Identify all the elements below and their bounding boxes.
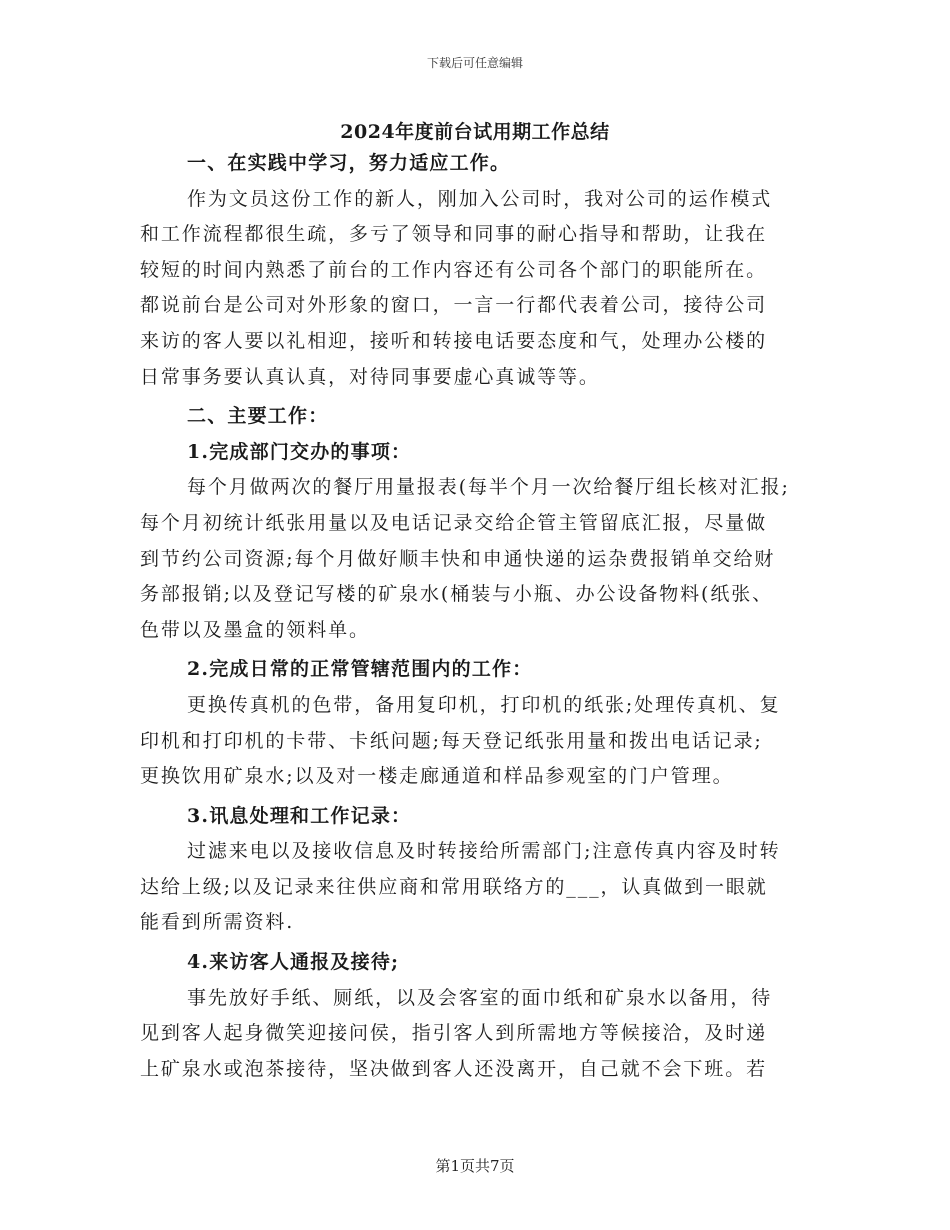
paragraph-line: 较短的时间内熟悉了前台的工作内容还有公司各个部门的职能所在。 (140, 258, 768, 281)
subsection-heading-3: 3.讯息处理和工作记录： (187, 804, 412, 827)
document-body (140, 146, 840, 1087)
header-note: 下载后可任意编辑 (426, 56, 523, 70)
paragraph-line: 和工作流程都很生疏，多亏了领导和同事的耐心指导和帮助，让我在 (140, 223, 768, 246)
paragraph-line: 印机和打印机的卡带、卡纸问题;每天登记纸张用量和拨出电话记录; (140, 729, 763, 752)
paragraph-line: 事先放好手纸、厕纸，以及会客室的面巾纸和矿泉水以备用，待 (187, 986, 773, 1009)
paragraph-line: 作为文员这份工作的新人，刚加入公司时，我对公司的运作模式 (187, 187, 773, 210)
subsection-heading-4: 4.来访客人通报及接待; (187, 951, 400, 974)
paragraph-line: 色带以及墨盒的领料单。 (140, 618, 370, 641)
paragraph-line: 每个月做两次的餐厅用量报表(每半个月一次给餐厅组长核对汇报; (187, 476, 790, 499)
paragraph-line: 见到客人起身微笑迎接问侯，指引客人到所需地方等候接洽，及时递 (140, 1022, 768, 1045)
section-heading-1: 一、在实践中学习，努力适应工作。 (187, 152, 511, 174)
paragraph-line: 来访的客人要以礼相迎，接听和转接电话要态度和气，处理办公楼的 (140, 329, 768, 352)
paragraph-line: 过滤来电以及接收信息及时转接给所需部门;注意传真内容及时转 (187, 840, 781, 863)
paragraph-line: 务部报销;以及登记写楼的矿泉水(桶装与小瓶、办公设备物料(纸张、 (140, 583, 774, 606)
paragraph-line: 达给上级;以及记录来往供应商和常用联络方的___，认真做到一眼就 (140, 875, 768, 898)
paragraph-line: 更换饮用矿泉水;以及对一楼走廊通道和样品参观室的门户管理。 (140, 765, 734, 788)
paragraph-line: 更换传真机的色带，备用复印机，打印机的纸张;处理传真机、复 (187, 693, 781, 716)
paragraph-line: 都说前台是公司对外形象的窗口，一言一行都代表着公司，接待公司 (140, 294, 768, 317)
paragraph-line: 能看到所需资料. (140, 911, 295, 934)
page-footer: 第1页共7页 (435, 1157, 515, 1175)
subsection-heading-1: 1.完成部门交办的事项： (187, 440, 412, 463)
section-heading-2: 二、主要工作： (187, 405, 329, 428)
paragraph-line: 每个月初统计纸张用量以及电话记录交给企管主管留底汇报，尽量做 (140, 511, 768, 534)
subsection-heading-2: 2.完成日常的正常管辖范围内的工作： (187, 658, 533, 681)
paragraph-line: 日常事务要认真认真，对待同事要虚心真诚等等。 (140, 365, 600, 388)
paragraph-line: 上矿泉水或泡茶接待，坚决做到客人还没离开，自己就不会下班。若 (140, 1057, 768, 1080)
paragraph-line: 到节约公司资源;每个月做好顺丰快和申通快递的运杂费报销单交给财 (140, 547, 776, 570)
document-title: 2024年度前台试用期工作总结 (340, 121, 610, 143)
